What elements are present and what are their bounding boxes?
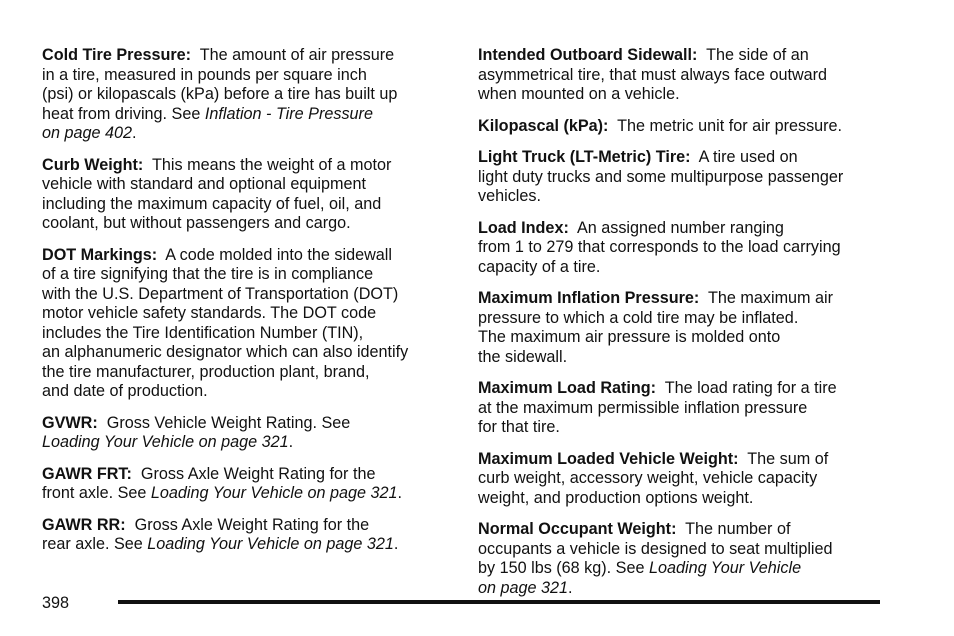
definition-text: Gross Axle Weight Rating for the bbox=[125, 515, 370, 534]
entry-line bbox=[42, 214, 452, 234]
entry-line bbox=[478, 559, 888, 579]
glossary-term: Maximum Loaded Vehicle Weight: bbox=[478, 449, 739, 468]
entry-line bbox=[42, 324, 452, 344]
definition-text: for that tire. bbox=[478, 418, 560, 436]
entry-line bbox=[478, 289, 888, 309]
glossary-term: GVWR: bbox=[42, 413, 98, 432]
glossary-entry bbox=[42, 414, 452, 453]
entry-line bbox=[478, 168, 888, 188]
entry-line bbox=[42, 304, 452, 324]
definition-text: . bbox=[393, 535, 399, 553]
glossary-entry bbox=[42, 246, 452, 402]
entry-line bbox=[42, 124, 452, 144]
glossary-term: Intended Outboard Sidewall: bbox=[478, 46, 698, 64]
entry-line bbox=[478, 238, 888, 258]
definition-text: . bbox=[132, 124, 137, 142]
entry-line bbox=[478, 258, 888, 278]
definition-text: coolant, but without passengers and cargo. bbox=[42, 214, 351, 232]
definition-text: occupants a vehicle is designed to seat multiplied bbox=[478, 539, 833, 558]
entry-line bbox=[478, 187, 888, 207]
glossary-entry bbox=[42, 46, 452, 144]
glossary-entry bbox=[478, 520, 888, 598]
definition-text: weight, and production options weight. bbox=[478, 488, 754, 507]
definition-text: . bbox=[288, 433, 294, 451]
definition-text: An assigned number ranging bbox=[568, 218, 784, 237]
entry-line bbox=[478, 309, 888, 329]
entry-line bbox=[478, 348, 888, 368]
glossary-term: Kilopascal (kPa): bbox=[478, 116, 609, 135]
definition-text: and date of production. bbox=[42, 382, 208, 400]
entry-line bbox=[42, 265, 452, 285]
glossary-term: GAWR RR: bbox=[42, 515, 126, 534]
entry-line bbox=[478, 148, 888, 168]
left-column bbox=[42, 46, 452, 567]
definition-text: with the U.S. Department of Transportation (DOT) bbox=[42, 284, 399, 303]
definition-text: the tire manufacturer, production plant, brand, bbox=[42, 362, 370, 381]
definition-text: The maximum air pressure is molded onto bbox=[478, 328, 781, 346]
glossary-term: GAWR FRT: bbox=[42, 464, 132, 483]
entry-line bbox=[478, 85, 888, 105]
definition-text: vehicles. bbox=[478, 187, 541, 205]
definition-text: motor vehicle safety standards. The DOT code bbox=[42, 304, 377, 322]
definition-text: in a tire, measured in pounds per square inch bbox=[42, 65, 367, 84]
entry-line bbox=[42, 285, 452, 305]
definition-text: The maximum air bbox=[699, 289, 834, 307]
definition-text: The metric unit for air pressure. bbox=[608, 116, 843, 135]
definition-text: Gross Vehicle Weight Rating. See bbox=[97, 413, 351, 432]
glossary-term: DOT Markings: bbox=[42, 245, 158, 264]
entry-line bbox=[42, 382, 452, 402]
definition-text: includes the Tire Identification Number (TIN), bbox=[42, 323, 364, 342]
glossary-term: Cold Tire Pressure: bbox=[42, 46, 192, 64]
entry-line bbox=[42, 414, 452, 434]
entry-line bbox=[478, 450, 888, 470]
definition-text: . bbox=[568, 578, 573, 597]
definition-text: asymmetrical tire, that must always face outward bbox=[478, 65, 828, 84]
page-reference: Loading Your Vehicle on page 321 bbox=[42, 433, 289, 451]
entry-line bbox=[42, 246, 452, 266]
entry-line bbox=[478, 46, 888, 66]
entry-line bbox=[42, 484, 452, 504]
definition-text: The load rating for a tire bbox=[656, 379, 837, 397]
entry-line bbox=[42, 343, 452, 363]
glossary-entry bbox=[42, 516, 452, 555]
glossary-entry bbox=[478, 450, 888, 509]
glossary-term: Curb Weight: bbox=[42, 155, 144, 174]
glossary-term: Load Index: bbox=[478, 218, 569, 237]
glossary-entry bbox=[478, 379, 888, 438]
entry-line bbox=[42, 85, 452, 105]
glossary-entry bbox=[42, 156, 452, 234]
page-reference: on page 321 bbox=[478, 578, 569, 597]
definition-text: The amount of air pressure bbox=[191, 46, 395, 64]
entry-line bbox=[478, 469, 888, 489]
definition-text: from 1 to 279 that corresponds to the load carrying bbox=[478, 238, 841, 256]
entry-line bbox=[42, 46, 452, 66]
definition-text: curb weight, accessory weight, vehicle capacity bbox=[478, 469, 818, 487]
page-reference: Loading Your Vehicle bbox=[648, 559, 802, 577]
definition-text: The side of an bbox=[697, 46, 809, 64]
definition-text: front axle. See bbox=[42, 484, 151, 502]
entry-line bbox=[478, 379, 888, 399]
definition-text: the sidewall. bbox=[478, 347, 568, 366]
definition-text: The number of bbox=[676, 520, 791, 538]
entry-line bbox=[478, 117, 888, 137]
glossary-entry bbox=[478, 117, 888, 137]
definition-text: an alphanumeric designator which can also identify bbox=[42, 343, 409, 361]
glossary-entry bbox=[478, 289, 888, 367]
definition-text: A tire used on bbox=[690, 148, 798, 166]
glossary-entry bbox=[478, 46, 888, 105]
definition-text: rear axle. See bbox=[42, 535, 148, 553]
right-column bbox=[478, 46, 888, 610]
entry-line bbox=[478, 579, 888, 599]
definition-text: light duty trucks and some multipurpose passenger bbox=[478, 167, 844, 186]
entry-line bbox=[478, 489, 888, 509]
page-reference: Loading Your Vehicle on page 321 bbox=[147, 535, 394, 553]
definition-text: (psi) or kilopascals (kPa) before a tire has built up bbox=[42, 85, 398, 103]
entry-line bbox=[478, 418, 888, 438]
entry-line bbox=[478, 520, 888, 540]
glossary-term: Maximum Inflation Pressure: bbox=[478, 289, 700, 307]
entry-line bbox=[478, 66, 888, 86]
definition-text: A code molded into the sidewall bbox=[157, 245, 392, 264]
entry-line bbox=[42, 66, 452, 86]
entry-line bbox=[42, 465, 452, 485]
entry-line bbox=[478, 328, 888, 348]
glossary-term: Normal Occupant Weight: bbox=[478, 520, 677, 538]
entry-line bbox=[478, 399, 888, 419]
entry-line bbox=[42, 363, 452, 383]
definition-text: heat from driving. See bbox=[42, 104, 205, 123]
glossary-term: Maximum Load Rating: bbox=[478, 379, 657, 397]
page-reference: Loading Your Vehicle on page 321 bbox=[150, 484, 398, 502]
entry-line bbox=[42, 175, 452, 195]
entry-line bbox=[478, 219, 888, 239]
glossary-entry bbox=[478, 219, 888, 278]
entry-line bbox=[42, 105, 452, 125]
page-reference: Inflation - Tire Pressure bbox=[204, 104, 373, 123]
definition-text: capacity of a tire. bbox=[478, 257, 601, 276]
entry-line bbox=[42, 195, 452, 215]
definition-text: pressure to which a cold tire may be inflated. bbox=[478, 308, 799, 327]
entry-line bbox=[42, 516, 452, 536]
entry-line bbox=[478, 540, 888, 560]
page-reference: on page 402 bbox=[42, 124, 133, 142]
glossary-term: Light Truck (LT-Metric) Tire: bbox=[478, 148, 691, 166]
definition-text: This means the weight of a motor bbox=[143, 155, 392, 174]
definition-text: including the maximum capacity of fuel, oil, and bbox=[42, 194, 382, 213]
definition-text: . bbox=[397, 484, 403, 502]
definition-text: of a tire signifying that the tire is in compliance bbox=[42, 265, 374, 283]
entry-line bbox=[42, 535, 452, 555]
definition-text: by 150 lbs (68 kg). See bbox=[478, 559, 649, 577]
definition-text: at the maximum permissible inflation pressure bbox=[478, 398, 808, 417]
entry-line bbox=[42, 433, 452, 453]
footer-rule bbox=[118, 600, 880, 604]
definition-text: vehicle with standard and optional equipment bbox=[42, 175, 366, 193]
glossary-entry bbox=[42, 465, 452, 504]
definition-text: when mounted on a vehicle. bbox=[478, 85, 680, 103]
definition-text: Gross Axle Weight Rating for the bbox=[131, 464, 376, 483]
definition-text: The sum of bbox=[738, 449, 829, 468]
glossary-entry bbox=[478, 148, 888, 207]
entry-line bbox=[42, 156, 452, 176]
page-number: 398 bbox=[42, 594, 70, 612]
